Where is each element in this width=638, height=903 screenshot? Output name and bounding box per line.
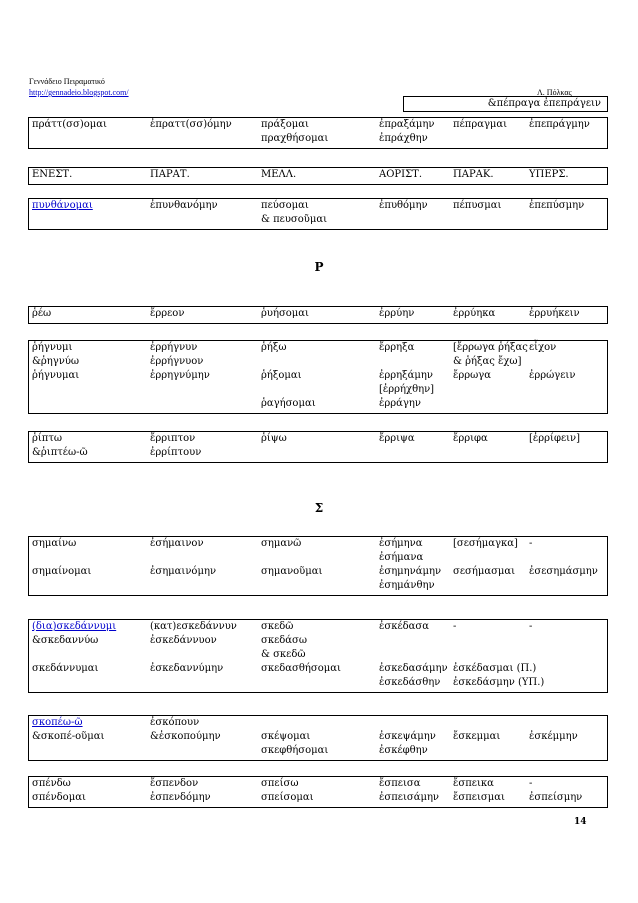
table-cell bbox=[529, 676, 609, 690]
table-cell: σπένδω bbox=[32, 778, 71, 789]
table-cell: ἐσκεδάσμην (ΥΠ.) bbox=[453, 677, 545, 688]
table-cell bbox=[453, 744, 529, 758]
table-cell: ἔρριφα bbox=[453, 433, 488, 444]
table-cell bbox=[29, 132, 150, 146]
table-cell: ῥέω bbox=[32, 308, 52, 319]
table-cell: ἐσκόπουν bbox=[150, 717, 200, 728]
table-cell bbox=[29, 676, 150, 690]
table-cell: ἐρρηξάμην bbox=[379, 370, 433, 381]
table-cell bbox=[529, 716, 609, 730]
table-cell: σημανῶ bbox=[261, 538, 302, 549]
table-cell bbox=[529, 132, 609, 146]
table-cell: ἐσκέμμην bbox=[529, 731, 578, 742]
table-cell: ἐπεπύσμην bbox=[529, 200, 585, 211]
table-cell: ῥίψω bbox=[261, 433, 287, 444]
table-cell: ἐπράχθην bbox=[379, 133, 428, 144]
table-cell: & πευσοῦμαι bbox=[261, 214, 328, 225]
table-row bbox=[29, 199, 607, 213]
table-row bbox=[29, 369, 607, 383]
table-cell: - bbox=[529, 621, 533, 632]
table-cell bbox=[453, 213, 529, 227]
table-cell: εἶχον bbox=[529, 342, 557, 353]
header-title: Γεννάδειο Πειραματικό bbox=[29, 77, 105, 86]
table-cell bbox=[261, 383, 379, 397]
table-cell: ἔσπενδον bbox=[150, 778, 199, 789]
verb-link[interactable]: σκοπέω-ῶ bbox=[32, 717, 83, 728]
table-heading bbox=[28, 167, 608, 185]
table-cell: - bbox=[453, 621, 457, 632]
table-cell: ἔρρηξα bbox=[379, 342, 415, 353]
table-row bbox=[29, 397, 607, 411]
table-cell: ῥαγήσομαι bbox=[261, 398, 316, 409]
table-cell bbox=[29, 744, 150, 758]
table-cell: ἐρρηγνύμην bbox=[150, 370, 210, 381]
table-cell: σημανοῦμαι bbox=[261, 566, 323, 577]
table-cell: (κατ)εσκεδάννυν bbox=[150, 621, 237, 632]
table-cell: - bbox=[529, 538, 533, 549]
table-row bbox=[29, 620, 607, 634]
table-cell bbox=[453, 446, 529, 460]
table-cell: ἐρρώγειν bbox=[529, 370, 576, 381]
table-cell: σεσήμασμαι bbox=[453, 566, 516, 577]
table-cell bbox=[529, 662, 609, 676]
table-cell: ῥήξομαι bbox=[261, 370, 302, 381]
table-cell: ἐσκεδάσθην bbox=[379, 677, 441, 688]
table-cell: ἐσκεδασάμην bbox=[379, 663, 448, 674]
table-cell bbox=[29, 213, 150, 227]
table-row bbox=[29, 446, 607, 460]
table-cell bbox=[453, 648, 529, 662]
table-cell: ἐσημηνάμην bbox=[379, 566, 442, 577]
table-cell: πράξομαι bbox=[261, 119, 309, 130]
table-cell bbox=[453, 397, 529, 411]
table-row bbox=[29, 565, 607, 579]
table-row bbox=[29, 537, 607, 551]
table-cell bbox=[529, 648, 609, 662]
table-cell: σκεδάσω bbox=[261, 635, 308, 646]
table-cell: ἐσκεδαννύμην bbox=[150, 663, 224, 674]
table-row bbox=[29, 168, 607, 182]
table-cell: ἐσημάνθην bbox=[379, 580, 435, 591]
table-cell bbox=[529, 355, 609, 369]
page-number: 14 bbox=[574, 817, 587, 827]
table-cell: ΥΠΕΡΣ. bbox=[529, 169, 569, 180]
table-row bbox=[29, 132, 607, 146]
table-cell: ἐσκεψάμην bbox=[379, 731, 436, 742]
table-cell bbox=[529, 634, 609, 648]
table-cell: σκεδάννυμαι bbox=[32, 663, 99, 674]
table-cell bbox=[261, 551, 379, 565]
table-cell bbox=[29, 383, 150, 397]
table-cell: ΕΝΕΣΤ. bbox=[32, 169, 73, 180]
table-cell: ἔρριπτον bbox=[150, 433, 196, 444]
table-cell: ἔσπεισα bbox=[379, 778, 421, 789]
table-cell: ῥήγνυμαι bbox=[32, 370, 80, 381]
table-cell bbox=[29, 579, 150, 593]
table-cell bbox=[261, 716, 379, 730]
table-cell bbox=[29, 551, 150, 565]
table-skopeo bbox=[28, 715, 608, 761]
table-cell: &σκεδαννύω bbox=[32, 635, 99, 646]
table-skedannymi bbox=[28, 619, 608, 693]
table-cell: ἐπυνθανόμην bbox=[150, 200, 218, 211]
table-cell bbox=[29, 648, 150, 662]
table-cell: ἐρρυήκειν bbox=[529, 308, 580, 319]
table-cell bbox=[150, 397, 261, 411]
table-cell: πέπυσμαι bbox=[453, 200, 502, 211]
table-cell bbox=[261, 446, 379, 460]
table-cell bbox=[150, 213, 261, 227]
table-row bbox=[29, 341, 607, 355]
table-cell bbox=[529, 213, 609, 227]
table-cell bbox=[379, 213, 453, 227]
table-cell: ΜΕΛΛ. bbox=[261, 169, 297, 180]
table-row bbox=[29, 744, 607, 758]
table-cell: ἔρρεον bbox=[150, 308, 185, 319]
table-cell: ΠΑΡΑΚ. bbox=[453, 169, 494, 180]
table-cell: &ῥιπτέω-ῶ bbox=[32, 447, 88, 458]
table-cell: [ἔρρωγα ῥήξας bbox=[453, 342, 528, 353]
table-cell: σκεδασθήσομαι bbox=[261, 663, 341, 674]
table-cell: ἐπυθόμην bbox=[379, 200, 428, 211]
table-rhegnymi bbox=[28, 340, 608, 414]
table-cell: ἐσκεδάννυον bbox=[150, 635, 217, 646]
table-cell bbox=[150, 383, 261, 397]
table-row bbox=[29, 355, 607, 369]
table-row bbox=[29, 648, 607, 662]
table-cell: ἐρρήγνυον bbox=[150, 356, 204, 367]
table-cell: ἐρράγην bbox=[379, 398, 421, 409]
table-cell: ἔσκεμμαι bbox=[453, 731, 501, 742]
table-cell: ἐσκέφθην bbox=[379, 745, 428, 756]
table-cell: πέπραγμαι bbox=[453, 119, 508, 130]
table-row bbox=[29, 634, 607, 648]
table-cell: σκεφθήσομαι bbox=[261, 745, 329, 756]
section-letter-sigma: Σ bbox=[314, 501, 324, 515]
verb-link[interactable]: (δια)σκεδάννυμι bbox=[32, 621, 117, 632]
table-cell bbox=[529, 397, 609, 411]
table-cell: [ἐρρήχθην] bbox=[379, 384, 435, 395]
table-cell: σημαίνω bbox=[32, 538, 77, 549]
table-row bbox=[29, 551, 607, 565]
table-cell bbox=[379, 446, 453, 460]
table-cell: ῥυήσομαι bbox=[261, 308, 309, 319]
table-cell bbox=[529, 446, 609, 460]
table-row bbox=[29, 777, 607, 791]
table-cell bbox=[29, 397, 150, 411]
table-row bbox=[29, 579, 607, 593]
table-rhipto bbox=[28, 431, 608, 463]
table-cell bbox=[529, 383, 609, 397]
table-row bbox=[29, 432, 607, 446]
table-cell: σπένδομαι bbox=[32, 792, 86, 803]
table-row bbox=[29, 676, 607, 690]
table-cell: ἐρρίπτουν bbox=[150, 447, 202, 458]
table-cell bbox=[150, 676, 261, 690]
table-cell bbox=[150, 132, 261, 146]
table-cell: &σκοπέ-οῦμαι bbox=[32, 731, 105, 742]
table-cell: σημαίνομαι bbox=[32, 566, 92, 577]
table-cell bbox=[150, 551, 261, 565]
table-cell: πεύσομαι bbox=[261, 200, 309, 211]
table-cell bbox=[150, 648, 261, 662]
table-row bbox=[29, 716, 607, 730]
table-cell bbox=[261, 579, 379, 593]
table-cell: ἐσπενδόμην bbox=[150, 792, 211, 803]
table-cell bbox=[379, 716, 453, 730]
table-cell: & ῥήξας ἔχω] bbox=[453, 356, 522, 367]
table-cell bbox=[453, 579, 529, 593]
table-cell: ἐσπείσμην bbox=[529, 792, 583, 803]
table-cell bbox=[453, 716, 529, 730]
table-cell: & σκεδῶ bbox=[261, 649, 306, 660]
table-cell bbox=[261, 355, 379, 369]
table-cell bbox=[453, 383, 529, 397]
table-row bbox=[29, 791, 607, 805]
table-cell: ῥίπτω bbox=[32, 433, 63, 444]
top-box: &πέπραγα ἐπεπράγειν bbox=[403, 96, 608, 112]
table-cell bbox=[379, 648, 453, 662]
table-pynthanomai bbox=[28, 198, 608, 230]
table-cell: ἐρρύηκα bbox=[453, 308, 496, 319]
verb-link[interactable]: πυνθάνομαι bbox=[32, 200, 93, 211]
table-cell: ἔσπεικα bbox=[453, 778, 494, 789]
table-cell: ἐσκέδασμαι (Π.) bbox=[453, 663, 537, 674]
table-cell bbox=[150, 744, 261, 758]
table-cell: ἐπεπράγμην bbox=[529, 119, 590, 130]
table-row bbox=[29, 730, 607, 744]
table-cell: ἐσήμαινον bbox=[150, 538, 204, 549]
table-cell: ἐπραξάμην bbox=[379, 119, 435, 130]
table-cell: πραχθήσομαι bbox=[261, 133, 329, 144]
table-row bbox=[29, 307, 607, 321]
table-spendo bbox=[28, 776, 608, 808]
table-cell: ἔσπεισμαι bbox=[453, 792, 505, 803]
table-cell bbox=[453, 551, 529, 565]
table-cell: &ῥηγνύω bbox=[32, 356, 80, 367]
table-cell: ΑΟΡΙΣΤ. bbox=[379, 169, 423, 180]
table-row bbox=[29, 662, 607, 676]
table-cell: πράττ(σσ)ομαι bbox=[32, 119, 107, 130]
table-cell bbox=[261, 676, 379, 690]
table-cell: ἐρρήγνυν bbox=[150, 342, 198, 353]
table-cell: σκέψομαι bbox=[261, 731, 311, 742]
table-cell: ἐσπεισάμην bbox=[379, 792, 440, 803]
table-cell bbox=[453, 132, 529, 146]
table-cell: ῥήξω bbox=[261, 342, 287, 353]
table-cell: ἐσεσημάσμην bbox=[529, 566, 598, 577]
blog-link[interactable]: http://gennadeio.blogspot.com/ bbox=[29, 88, 129, 97]
section-letter-rho: Ρ bbox=[314, 260, 324, 274]
table-cell: ἐσημαινόμην bbox=[150, 566, 217, 577]
table-rheo bbox=[28, 306, 608, 324]
table-row bbox=[29, 383, 607, 397]
header-author: Λ. Πόλκας bbox=[537, 88, 572, 97]
table-cell bbox=[453, 634, 529, 648]
table-cell: [σεσήμαγκα] bbox=[453, 538, 518, 549]
table-cell bbox=[529, 744, 609, 758]
table-cell: ἔρριψα bbox=[379, 433, 415, 444]
table-cell: ἐσκέδασα bbox=[379, 621, 429, 632]
table-cell: ἐσήμανα bbox=[379, 552, 424, 563]
table-cell: - bbox=[529, 778, 533, 789]
table-cell: &ἐσκοπούμην bbox=[150, 731, 221, 742]
table-cell: ΠΑΡΑΤ. bbox=[150, 169, 190, 180]
table-cell: σπείσω bbox=[261, 778, 299, 789]
table-cell: ἐπραττ(σσ)όμην bbox=[150, 119, 232, 130]
table-row bbox=[29, 118, 607, 132]
table-cell bbox=[150, 579, 261, 593]
table-cell bbox=[379, 634, 453, 648]
table-semaino bbox=[28, 536, 608, 596]
table-cell bbox=[529, 579, 609, 593]
table-cell: ἔρρωγα bbox=[453, 370, 492, 381]
table-cell: σπείσομαι bbox=[261, 792, 314, 803]
table-row bbox=[29, 213, 607, 227]
table-cell: [ἐρρίφειν] bbox=[529, 433, 581, 444]
table-cell bbox=[379, 355, 453, 369]
table-cell: ἐρρύην bbox=[379, 308, 415, 319]
table-cell: ῥήγνυμι bbox=[32, 342, 73, 353]
table-cell bbox=[529, 551, 609, 565]
table-prattomai bbox=[28, 117, 608, 149]
table-cell: σκεδῶ bbox=[261, 621, 294, 632]
table-cell: ἐσήμηνα bbox=[379, 538, 423, 549]
